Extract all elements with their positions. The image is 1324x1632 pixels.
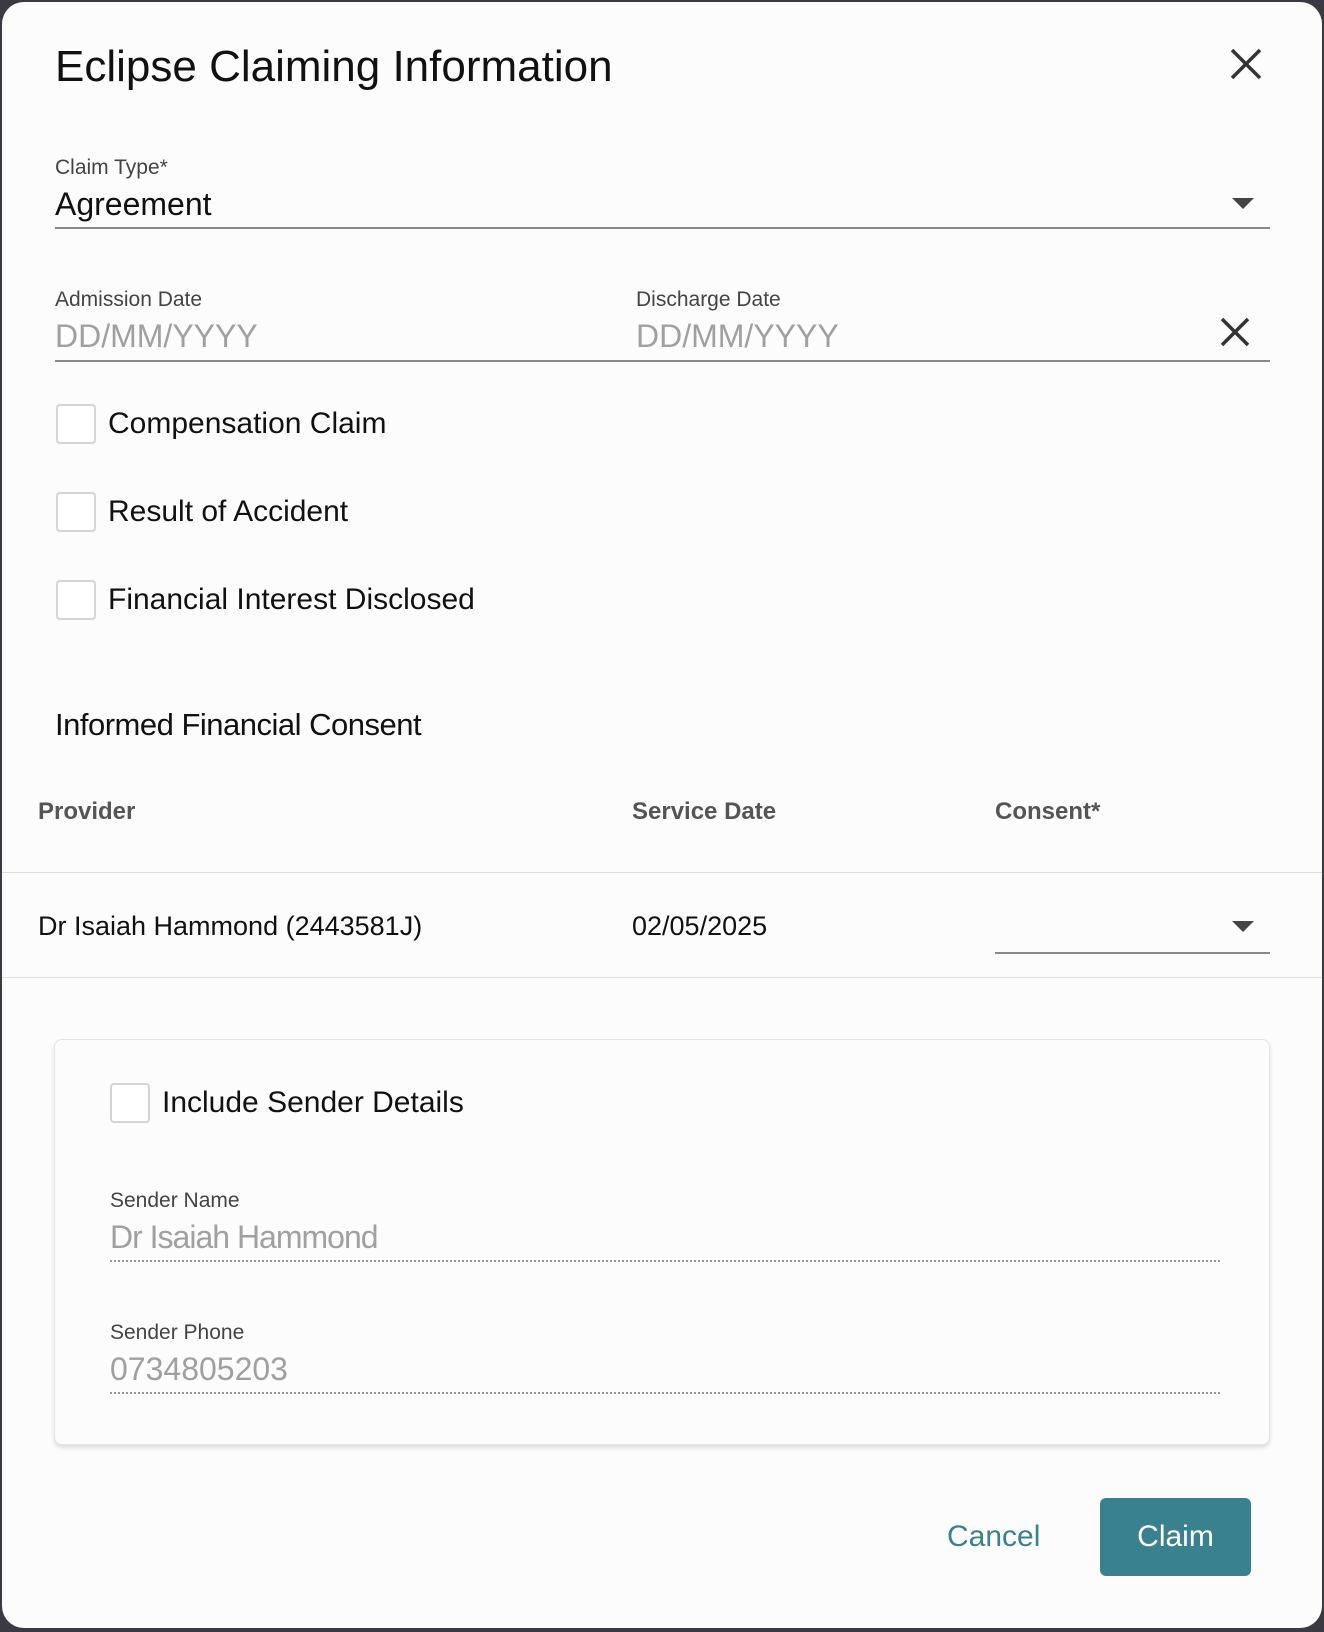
result-of-accident-label: Result of Accident xyxy=(108,495,349,528)
col-service-date: Service Date xyxy=(632,798,777,825)
consent-select[interactable] xyxy=(995,902,1270,952)
close-icon[interactable] xyxy=(1224,42,1268,86)
table-divider xyxy=(2,977,1322,978)
sender-name-label: Sender Name xyxy=(110,1189,240,1212)
admission-date-input[interactable]: DD/MM/YYYY xyxy=(55,318,258,354)
discharge-date-label: Discharge Date xyxy=(636,288,781,311)
claiming-dialog xyxy=(2,2,1322,1628)
sender-details-card xyxy=(54,1039,1270,1445)
date-underline xyxy=(55,360,1270,362)
compensation-claim-label: Compensation Claim xyxy=(108,407,387,440)
consent-underline xyxy=(995,952,1270,954)
table-divider xyxy=(2,872,1322,873)
cancel-button[interactable]: Cancel xyxy=(947,1520,1041,1553)
consent-heading: Informed Financial Consent xyxy=(55,707,422,742)
sender-name-underline xyxy=(110,1260,1220,1262)
claim-type-value[interactable]: Agreement xyxy=(55,186,212,222)
chevron-down-icon xyxy=(1232,921,1254,932)
chevron-down-icon[interactable] xyxy=(1232,198,1254,209)
include-sender-label: Include Sender Details xyxy=(162,1086,464,1119)
financial-interest-label: Financial Interest Disclosed xyxy=(108,583,475,616)
service-date-cell: 02/05/2025 xyxy=(632,911,768,941)
include-sender-checkbox[interactable] xyxy=(110,1083,150,1123)
sender-phone-underline xyxy=(110,1392,1220,1394)
col-provider: Provider xyxy=(38,798,136,825)
admission-date-label: Admission Date xyxy=(55,288,203,311)
financial-interest-checkbox[interactable] xyxy=(56,580,96,620)
result-of-accident-checkbox[interactable] xyxy=(56,492,96,532)
discharge-date-input[interactable]: DD/MM/YYYY xyxy=(636,318,839,354)
clear-date-icon[interactable] xyxy=(1216,313,1254,351)
claim-type-underline xyxy=(55,227,1270,229)
provider-cell: Dr Isaiah Hammond (2443581J) xyxy=(38,911,423,941)
sender-phone-input[interactable]: 0734805203 xyxy=(110,1351,288,1387)
claim-button[interactable]: Claim xyxy=(1100,1498,1251,1576)
dialog-title: Eclipse Claiming Information xyxy=(55,42,613,91)
claim-type-label: Claim Type* xyxy=(55,156,168,179)
sender-phone-label: Sender Phone xyxy=(110,1321,245,1344)
compensation-claim-checkbox[interactable] xyxy=(56,404,96,444)
sender-name-input[interactable]: Dr Isaiah Hammond xyxy=(110,1219,378,1255)
col-consent: Consent* xyxy=(995,798,1101,825)
